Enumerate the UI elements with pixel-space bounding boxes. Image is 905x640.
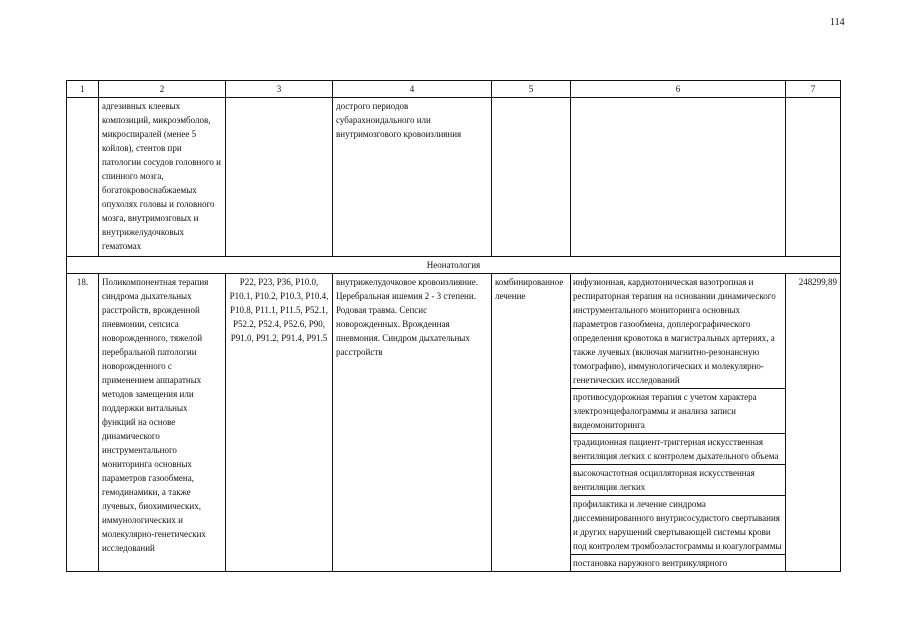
method-item: инфузионная, кардиотоническая вазотропная и респираторная терапия на основании динамического инструментального мониторинга основных параметров газообмена, доплерографического определения кровотока в магистральных артериях, а также лучевых (включая магнитно-резонансную томографию), иммунологических и молекулярно-генетических исследований	[571, 274, 785, 389]
continued-name-cell: адгезивных клеевых композиций, микроэмболов, микроспиралей (менее 5 койлов), стентов при патологии сосудов головного и спинного мозга, богатокровоснабжаемых опухолях головы и головного мозга, внутримозговых и внутрижелудочковых гематомах	[99, 98, 226, 257]
col-header-4: 4	[333, 81, 492, 98]
col-header-3: 3	[226, 81, 333, 98]
continued-codes-cell	[226, 98, 333, 257]
cost-value: 248299,89	[786, 274, 841, 572]
col-header-2: 2	[99, 81, 226, 98]
patient-model: внутрижелудочковое кровоизлияние. Церебральная ишемия 2 - 3 степени. Родовая травма. Сепсис новорожденных. Врожденная пневмония. Синдром дыхательных расстройств	[333, 274, 492, 572]
page-number: 114	[830, 17, 845, 28]
col-header-6: 6	[571, 81, 786, 98]
continued-row	[67, 98, 841, 257]
care-type-name: Поликомпонентная терапия синдрома дыхательных расстройств, врожденной пневмонии, сепсиса новорожденного, тяжелой перебральной патологии новорожденного с применением аппаратных методов замещения или поддержки витальных функций на основе динамического инструментального мониторинга основных параметров газообмена, гемодинамики, а также лучевых, биохимических, иммунологических и молекулярно-генетических исследований	[99, 274, 226, 572]
medical-care-table	[66, 80, 841, 572]
col-header-1: 1	[67, 81, 99, 98]
continued-methods-cell	[571, 98, 786, 257]
col-header-7: 7	[786, 81, 841, 98]
row-18	[67, 274, 841, 572]
section-title: Неонатология	[67, 257, 841, 274]
icd-codes: P22, P23, P36, P10.0, P10.1, P10.2, P10.3, P10.4, P10.8, P11.1, P11.5, P52.1, P52.2, P52.4, P52.6, P90, P91.0, P91.2, P91.4, P91.5	[226, 274, 333, 572]
treatment-methods	[571, 274, 786, 572]
method-item: противосудорожная терапия с учетом характера электроэнцефалограммы и анализа записи видеомониторинга	[571, 389, 785, 434]
method-item: постановка наружного вентрикулярного	[573, 558, 728, 568]
continued-diagnosis-cell: дострого периодов субарахноидального или внутримозгового кровоизлияния	[333, 98, 492, 257]
col-header-5: 5	[492, 81, 571, 98]
method-item: высокочастотная осцилляторная искусственная вентиляция легких	[571, 465, 785, 496]
row-number: 18.	[67, 274, 99, 572]
treatment-type: комбинированное лечение	[492, 274, 571, 572]
section-row	[67, 257, 841, 274]
continued-cost-cell	[786, 98, 841, 257]
method-item: профилактика и лечение синдрома диссеминированного внутрисосудистого свертывания и других нарушений свертывающей системы крови под контролем тромбоэластограммы и коагулограммы	[571, 496, 785, 555]
continued-treatment-cell	[492, 98, 571, 257]
column-number-row	[67, 81, 841, 98]
method-item: традиционная пациент-триггерная искусственная вентиляция легких с контролем дыхательного объема	[571, 434, 785, 465]
continued-number-cell	[67, 98, 99, 257]
